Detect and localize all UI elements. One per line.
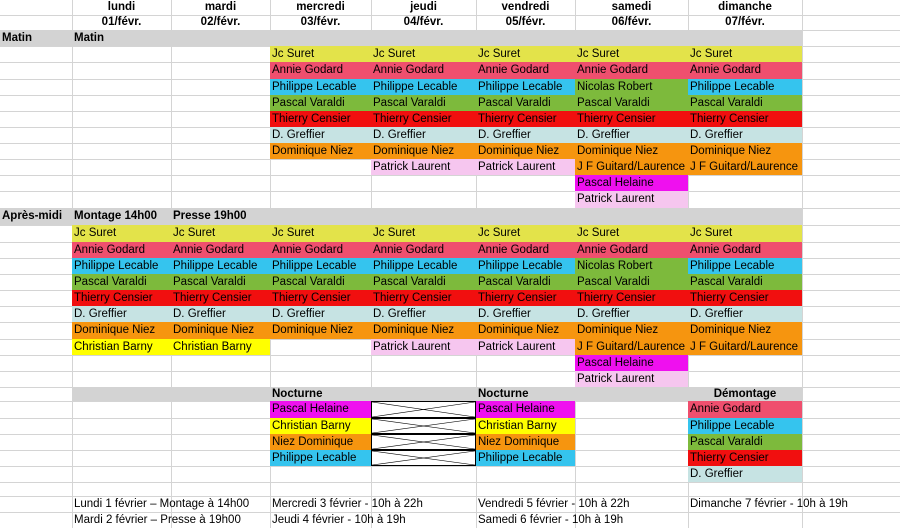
matin-band[interactable] [575, 30, 688, 46]
day-header-samedi[interactable]: samedi [611, 1, 652, 13]
nocturne-shift-mercredi[interactable]: Philippe Lecable [270, 450, 371, 466]
afternoon-shift-jeudi[interactable]: Philippe Lecable [371, 258, 476, 274]
morning-shift-dimanche[interactable]: Jc Suret [688, 46, 802, 62]
morning-shift-samedi[interactable]: Annie Godard [575, 62, 688, 79]
demontage-shift[interactable]: Philippe Lecable [688, 418, 802, 434]
morning-shift-dimanche[interactable]: D. Greffier [688, 127, 802, 143]
afternoon-shift-lundi[interactable]: Thierry Censier [72, 290, 171, 306]
morning-shift-jeudi[interactable]: Patrick Laurent [371, 159, 476, 175]
afternoon-shift-lundi[interactable]: Annie Godard [72, 242, 171, 258]
nocturne-band[interactable] [575, 387, 688, 401]
morning-shift-vendredi[interactable]: D. Greffier [476, 127, 575, 143]
day-header-lundi[interactable]: lundi [107, 1, 136, 13]
schedule-note-jeudi[interactable]: Jeudi 4 février - 10h à 19h [272, 514, 406, 526]
afternoon-shift-samedi[interactable]: Dominique Niez [575, 322, 688, 339]
morning-shift-jeudi[interactable]: Thierry Censier [371, 111, 476, 127]
afternoon-shift-lundi[interactable]: Philippe Lecable [72, 258, 171, 274]
afternoon-shift-samedi[interactable]: Patrick Laurent [575, 371, 688, 387]
demontage-shift[interactable]: Pascal Varaldi [688, 434, 802, 450]
morning-shift-mercredi[interactable]: Thierry Censier [270, 111, 371, 127]
afternoon-shift-samedi[interactable]: Pascal Varaldi [575, 274, 688, 290]
grid-line [0, 191, 900, 192]
cross-mark-icon [372, 402, 475, 417]
morning-shift-samedi[interactable]: D. Greffier [575, 127, 688, 143]
cross-mark-icon [372, 419, 475, 433]
morning-shift-jeudi[interactable]: Annie Godard [371, 62, 476, 79]
montage-header[interactable]: Montage 14h00 [72, 208, 171, 225]
demontage-shift[interactable]: Annie Godard [688, 401, 802, 418]
afternoon-shift-dimanche[interactable]: J F Guitard/Laurence [688, 339, 802, 355]
apres-midi-band[interactable] [476, 208, 575, 225]
afternoon-shift-jeudi[interactable]: Thierry Censier [371, 290, 476, 306]
afternoon-shift-mercredi[interactable]: Jc Suret [270, 225, 371, 242]
afternoon-shift-mardi[interactable]: Thierry Censier [171, 290, 270, 306]
afternoon-shift-jeudi[interactable]: Dominique Niez [371, 322, 476, 339]
nocturne-shift-mercredi[interactable]: Niez Dominique [270, 434, 371, 450]
afternoon-shift-samedi[interactable]: Nicolas Robert [575, 258, 688, 274]
cross-mark-icon [372, 435, 475, 449]
morning-shift-vendredi[interactable]: Dominique Niez [476, 143, 575, 159]
apres-midi-band[interactable] [371, 208, 476, 225]
morning-shift-samedi[interactable]: Thierry Censier [575, 111, 688, 127]
nocturne-band[interactable] [72, 387, 171, 401]
matin-band[interactable]: Matin [72, 30, 171, 46]
afternoon-shift-mercredi[interactable]: Dominique Niez [270, 322, 371, 339]
grid-line [0, 175, 900, 176]
afternoon-shift-mardi[interactable]: Christian Barny [171, 339, 270, 355]
afternoon-shift-dimanche[interactable]: Jc Suret [688, 225, 802, 242]
demontage-shift[interactable]: D. Greffier [688, 466, 802, 482]
morning-shift-mercredi[interactable]: Philippe Lecable [270, 79, 371, 95]
nocturne-shift-vendredi[interactable]: Niez Dominique [476, 434, 575, 450]
afternoon-shift-dimanche[interactable]: Pascal Varaldi [688, 274, 802, 290]
morning-shift-dimanche[interactable]: Thierry Censier [688, 111, 802, 127]
afternoon-shift-vendredi[interactable]: Jc Suret [476, 225, 575, 242]
grid-line [0, 371, 900, 372]
morning-shift-vendredi[interactable]: Pascal Varaldi [476, 95, 575, 111]
morning-shift-mercredi[interactable]: Pascal Varaldi [270, 95, 371, 111]
afternoon-shift-dimanche[interactable]: D. Greffier [688, 306, 802, 322]
date-header-mercredi[interactable]: 03/févr. [300, 16, 341, 28]
afternoon-shift-vendredi[interactable]: Annie Godard [476, 242, 575, 258]
presse-header[interactable]: Presse 19h00 [171, 208, 270, 225]
afternoon-shift-mardi[interactable]: D. Greffier [171, 306, 270, 322]
grid-line [0, 355, 900, 356]
morning-shift-dimanche[interactable]: J F Guitard/Laurence [688, 159, 802, 175]
demontage-shift[interactable]: Thierry Censier [688, 450, 802, 466]
afternoon-shift-vendredi[interactable]: Patrick Laurent [476, 339, 575, 355]
afternoon-shift-lundi[interactable]: Pascal Varaldi [72, 274, 171, 290]
morning-shift-vendredi[interactable]: Thierry Censier [476, 111, 575, 127]
afternoon-shift-mercredi[interactable]: Philippe Lecable [270, 258, 371, 274]
apres-midi-band[interactable] [575, 208, 688, 225]
morning-shift-samedi[interactable]: Pascal Helaine [575, 175, 688, 191]
schedule-note-lundi[interactable]: Lundi 1 février – Montage à 14h00 [74, 498, 250, 510]
afternoon-shift-jeudi[interactable]: Jc Suret [371, 225, 476, 242]
nocturne-header-vendredi[interactable]: Nocturne [476, 387, 575, 401]
afternoon-shift-mardi[interactable]: Pascal Varaldi [171, 274, 270, 290]
afternoon-shift-mercredi[interactable]: D. Greffier [270, 306, 371, 322]
schedule-note-mercredi[interactable]: Mercredi 3 février - 10h à 22h [272, 498, 423, 510]
date-header-vendredi[interactable]: 05/févr. [505, 16, 546, 28]
afternoon-shift-mardi[interactable]: Jc Suret [171, 225, 270, 242]
nocturne-band[interactable] [371, 387, 476, 401]
afternoon-shift-dimanche[interactable]: Annie Godard [688, 242, 802, 258]
morning-shift-vendredi[interactable]: Philippe Lecable [476, 79, 575, 95]
afternoon-shift-lundi[interactable]: Jc Suret [72, 225, 171, 242]
cross-mark-icon [372, 451, 475, 465]
afternoon-shift-samedi[interactable]: D. Greffier [575, 306, 688, 322]
afternoon-shift-mercredi[interactable]: Annie Godard [270, 242, 371, 258]
afternoon-shift-vendredi[interactable]: Thierry Censier [476, 290, 575, 306]
morning-shift-dimanche[interactable]: Philippe Lecable [688, 79, 802, 95]
morning-shift-samedi[interactable]: Pascal Varaldi [575, 95, 688, 111]
afternoon-shift-dimanche[interactable]: Thierry Censier [688, 290, 802, 306]
schedule-note-samedi[interactable]: Samedi 6 février - 10h à 19h [478, 514, 624, 526]
afternoon-shift-mardi[interactable]: Annie Godard [171, 242, 270, 258]
date-header-jeudi[interactable]: 04/févr. [403, 16, 444, 28]
day-header-jeudi[interactable]: jeudi [410, 1, 437, 13]
afternoon-shift-mercredi[interactable]: Thierry Censier [270, 290, 371, 306]
nocturne-shift-vendredi[interactable]: Christian Barny [476, 418, 575, 434]
demontage-header[interactable]: Démontage [688, 387, 802, 401]
afternoon-shift-vendredi[interactable]: Philippe Lecable [476, 258, 575, 274]
morning-shift-jeudi[interactable]: Philippe Lecable [371, 79, 476, 95]
morning-shift-vendredi[interactable]: Patrick Laurent [476, 159, 575, 175]
afternoon-shift-samedi[interactable]: Thierry Censier [575, 290, 688, 306]
day-header-mardi[interactable]: mardi [204, 1, 237, 13]
morning-shift-vendredi[interactable]: Jc Suret [476, 46, 575, 62]
afternoon-shift-jeudi[interactable]: Annie Godard [371, 242, 476, 258]
nocturne-band[interactable] [171, 387, 270, 401]
row-label-apres-midi[interactable]: Après-midi [0, 208, 72, 225]
matin-band[interactable] [688, 30, 802, 46]
schedule-note-mardi[interactable]: Mardi 2 février – Presse à 19h00 [74, 514, 241, 526]
afternoon-shift-samedi[interactable]: Pascal Helaine [575, 355, 688, 371]
day-header-mercredi[interactable]: mercredi [296, 1, 345, 13]
morning-shift-dimanche[interactable]: Pascal Varaldi [688, 95, 802, 111]
afternoon-shift-lundi[interactable]: Dominique Niez [72, 322, 171, 339]
crossed-out-cell[interactable] [371, 401, 476, 418]
matin-band[interactable] [371, 30, 476, 46]
date-header-lundi[interactable]: 01/févr. [101, 16, 142, 28]
morning-shift-mercredi[interactable]: D. Greffier [270, 127, 371, 143]
afternoon-shift-lundi[interactable]: Christian Barny [72, 339, 171, 355]
matin-band[interactable] [476, 30, 575, 46]
schedule-note-dimanche[interactable]: Dimanche 7 février - 10h à 19h [690, 498, 848, 510]
crossed-out-cell[interactable] [371, 418, 476, 434]
afternoon-shift-samedi[interactable]: Annie Godard [575, 242, 688, 258]
row-label-matin[interactable]: Matin [0, 30, 72, 46]
afternoon-shift-mardi[interactable]: Dominique Niez [171, 322, 270, 339]
nocturne-shift-vendredi[interactable]: Pascal Helaine [476, 401, 575, 418]
morning-shift-samedi[interactable]: Nicolas Robert [575, 79, 688, 95]
morning-shift-samedi[interactable]: Patrick Laurent [575, 191, 688, 208]
afternoon-shift-jeudi[interactable]: D. Greffier [371, 306, 476, 322]
matin-band[interactable] [171, 30, 270, 46]
afternoon-shift-jeudi[interactable]: Pascal Varaldi [371, 274, 476, 290]
nocturne-shift-mercredi[interactable]: Pascal Helaine [270, 401, 371, 418]
afternoon-shift-vendredi[interactable]: D. Greffier [476, 306, 575, 322]
morning-shift-samedi[interactable]: Jc Suret [575, 46, 688, 62]
morning-shift-samedi[interactable]: Dominique Niez [575, 143, 688, 159]
afternoon-shift-samedi[interactable]: Jc Suret [575, 225, 688, 242]
date-header-dimanche[interactable]: 07/févr. [725, 16, 765, 28]
nocturne-shift-vendredi[interactable]: Philippe Lecable [476, 450, 575, 466]
afternoon-shift-vendredi[interactable]: Pascal Varaldi [476, 274, 575, 290]
morning-shift-dimanche[interactable]: Dominique Niez [688, 143, 802, 159]
morning-shift-mercredi[interactable]: Jc Suret [270, 46, 371, 62]
morning-shift-vendredi[interactable]: Annie Godard [476, 62, 575, 79]
morning-shift-jeudi[interactable]: Jc Suret [371, 46, 476, 62]
date-header-samedi[interactable]: 06/févr. [611, 16, 652, 28]
afternoon-shift-dimanche[interactable]: Philippe Lecable [688, 258, 802, 274]
date-header-mardi[interactable]: 02/févr. [200, 16, 241, 28]
morning-shift-jeudi[interactable]: D. Greffier [371, 127, 476, 143]
nocturne-header-mercredi[interactable]: Nocturne [270, 387, 371, 401]
afternoon-shift-vendredi[interactable]: Dominique Niez [476, 322, 575, 339]
matin-band[interactable] [270, 30, 371, 46]
morning-shift-mercredi[interactable]: Dominique Niez [270, 143, 371, 159]
day-header-vendredi[interactable]: vendredi [501, 1, 550, 13]
apres-midi-band[interactable] [688, 208, 802, 225]
afternoon-shift-mercredi[interactable]: Pascal Varaldi [270, 274, 371, 290]
afternoon-shift-jeudi[interactable]: Patrick Laurent [371, 339, 476, 355]
morning-shift-jeudi[interactable]: Pascal Varaldi [371, 95, 476, 111]
nocturne-shift-mercredi[interactable]: Christian Barny [270, 418, 371, 434]
morning-shift-mercredi[interactable]: Annie Godard [270, 62, 371, 79]
crossed-out-cell[interactable] [371, 450, 476, 466]
day-header-dimanche[interactable]: dimanche [718, 1, 772, 13]
apres-midi-band[interactable] [270, 208, 371, 225]
crossed-out-cell[interactable] [371, 434, 476, 450]
morning-shift-dimanche[interactable]: Annie Godard [688, 62, 802, 79]
grid-line [0, 482, 900, 483]
morning-shift-jeudi[interactable]: Dominique Niez [371, 143, 476, 159]
afternoon-shift-mardi[interactable]: Philippe Lecable [171, 258, 270, 274]
schedule-note-vendredi[interactable]: Vendredi 5 février - 10h à 22h [478, 498, 630, 510]
afternoon-shift-samedi[interactable]: J F Guitard/Laurence [575, 339, 688, 355]
afternoon-shift-dimanche[interactable]: Dominique Niez [688, 322, 802, 339]
morning-shift-samedi[interactable]: J F Guitard/Laurence [575, 159, 688, 175]
afternoon-shift-lundi[interactable]: D. Greffier [72, 306, 171, 322]
